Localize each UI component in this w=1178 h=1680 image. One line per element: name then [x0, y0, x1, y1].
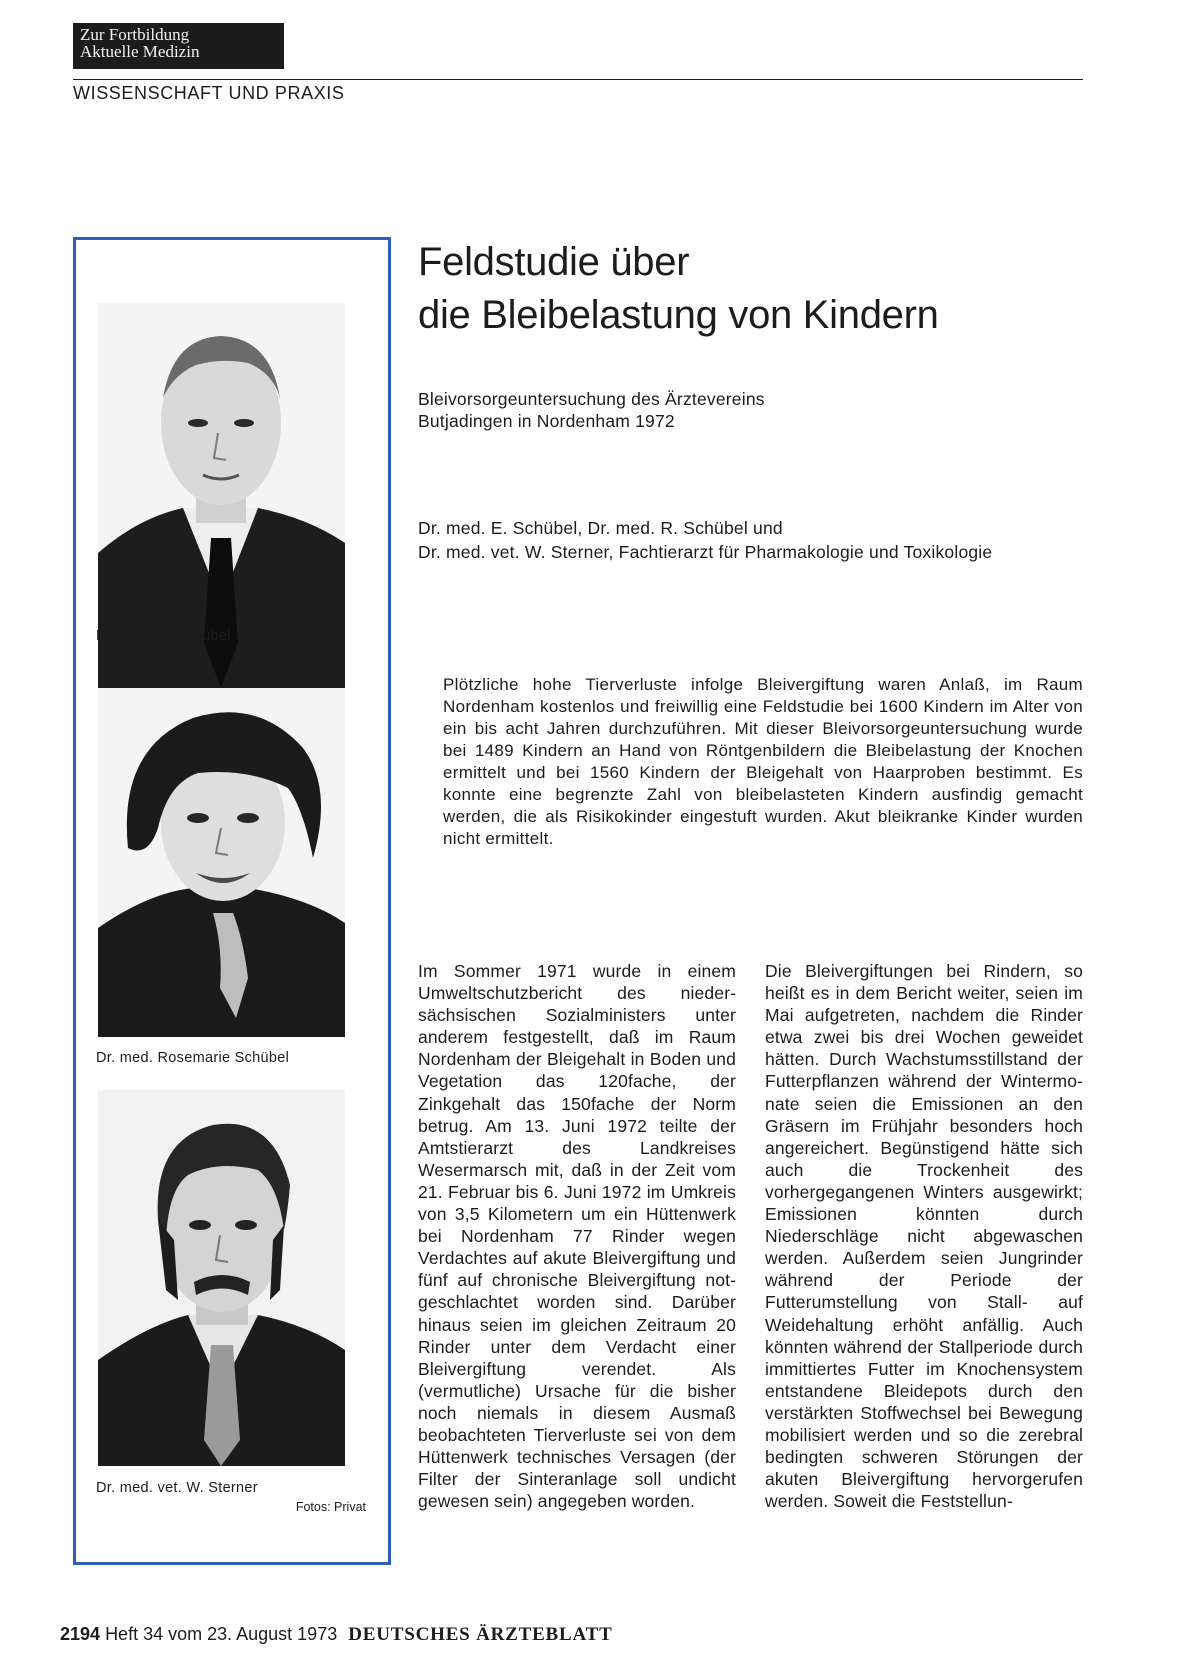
author-photo-3 — [98, 1090, 345, 1466]
photo-credit: Fotos: Privat — [295, 1500, 366, 1514]
photo-caption-3: Dr. med. vet. W. Sterner — [96, 1480, 258, 1496]
subtitle-line-2: Butjadingen in Nordenham 1972 — [418, 411, 675, 431]
section-label: WISSENSCHAFT UND PRAXIS — [73, 83, 345, 103]
author-photo-panel — [73, 237, 391, 1565]
article-authors — [418, 516, 992, 564]
photo-caption-2: Dr. med. Rosemarie Schübel — [96, 1050, 290, 1066]
badge-line-2: Aktuelle Medizin — [80, 42, 200, 61]
article-abstract: Plötzliche hohe Tierverluste infolge Bleivergiftung waren Anlaß, im Raum Nordenham kostenlos und freiwillig eine Feldstudie bei 1600 Kindern im Alter von ein bis acht Jahren durchzuführen. Mit dieser Bleivorsorgeuntersuchung wurde bei 1489 Kindern an Hand von Röntgenbildern die Bleibelastung der Knochen ermittelt und bei 1560 Kindern der Bleigehalt von Haarproben bestimmt. Es konnte eine begrenzte Zahl von bleibelasteten Kindern ausfindig gemacht werden, die als Risikokinder eingestuft wurden. Akut bleikranke Kinder wurden nicht ermittelt. — [443, 675, 1083, 848]
issue-info: Heft 34 vom 23. August 1973 — [105, 1624, 338, 1644]
subtitle-line-1: Bleivorsorgeuntersuchung des Ärztevereins — [418, 389, 765, 409]
author-photo-2 — [98, 688, 345, 1037]
journal-name: DEUTSCHES ÄRZTEBLATT — [348, 1624, 613, 1645]
title-line-1: Feldstudie über — [418, 240, 690, 284]
page-number: 2194 — [60, 1624, 101, 1644]
header-rule — [73, 79, 1083, 80]
page-footer — [60, 1624, 613, 1646]
body-column-2: Die Bleivergiftungen bei Rindern, so heißt es in dem Bericht weiter, seien im Mai aufgetreten, nachdem die Rinder etwa zwei bis drei Wochen geweidet hätten. Durch Wachstumsstillstand der Futterpflanzen während der Wintermonate seien die Emissionen an den Gräsern im Frühjahr besonders hoch angereichert. Begünstigend hätte sich auch die Trockenheit des vorhergegangenen Winters ausgewirkt; Emissionen könnten durch Niederschläge nicht abgewaschen werden. Außerdem seien Jungrinder während der Periode der Futterumstellung von Stall- auf Weidehaltung erhöht anfällig. Auch könnten während der Stallperiode durch immittiertes Futter im Knochensystem entstandene Bleidepots durch den verstärkten Stoffwechsel bei Bewegung mobilisiert werden und so die zerebral bedingten schweren Störungen der akuten Bleivergiftung hervorgerufen werden. Soweit die Feststellun- — [765, 961, 1083, 1512]
authors-line-1: Dr. med. E. Schübel, Dr. med. R. Schübel und — [418, 518, 783, 538]
badge-line-1: Zur Fortbildung — [80, 25, 190, 44]
article-subtitle — [418, 388, 765, 432]
body-column-1: Im Sommer 1971 wurde in einem Umweltschutzbericht des niedersächsischen Sozialministers unter anderem festgestellt, daß im Raum Nordenham der Bleigehalt in Boden und Vegetation das 120fache, der Zinkgehalt das 150fache der Norm betrug. Am 13. Juni 1972 teilte der Amtstierarzt des Landkreises Wesermarsch mit, daß in der Zeit vom 21. Februar bis 6. Juni 1972 im Umkreis von 3,5 Kilometern um ein Hüttenwerk bei Nordenham 77 Rinder wegen Verdachtes auf akute Bleivergiftung und fünf auf chronische Bleivergiftung notgeschlachtet worden sind. Darüber hinaus seien im gleichen Zeitraum 20 Rinder unter dem Verdacht einer Bleivergiftung verendet. Als (vermutliche) Ursache für die bisher noch niemals in diesem Ausmaß beobachteten Tierverluste sei von dem Hüttenwerk technisches Versagen (der Filter der Sinteranlage soll undicht gewesen sein) angegeben worden. — [418, 961, 736, 1512]
title-line-2: die Bleibelastung von Kindern — [418, 293, 939, 337]
authors-line-2: Dr. med. vet. W. Sterner, Fachtierarzt für Pharmakologie und Toxikologie — [418, 542, 993, 562]
article-title — [418, 236, 1078, 342]
photo-caption-1: Dr. med. E. Schübel — [96, 628, 231, 644]
section-badge — [73, 23, 284, 69]
